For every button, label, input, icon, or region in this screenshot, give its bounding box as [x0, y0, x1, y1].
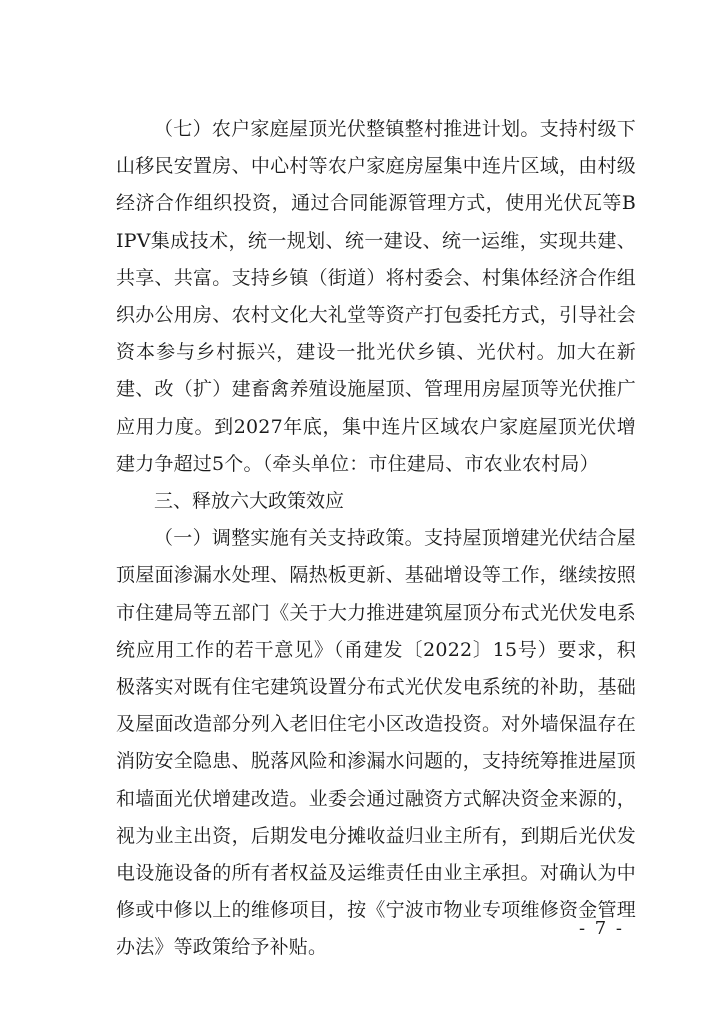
document-body — [116, 111, 636, 967]
paragraph-rooftop-pv-plan: （七）农户家庭屋顶光伏整镇整村推进计划。支持村级下山移民安置房、中心村等农户家庭房屋集中连片区域，由村级经济合作组织投资，通过合同能源管理方式，使用光伏瓦等BIPV集成技术，统一规划、统一建设、统一运维，实现共建、共享、共富。支持乡镇（街道）将村委会、村集体经济合作组织办公用房、农村文化大礼堂等资产打包委托方式，引导社会资本参与乡村振兴，建设一批光伏乡镇、光伏村。加大在新建、改（扩）建畜禽养殖设施屋顶、管理用房屋顶等光伏推广应用力度。到2027年底，集中连片区域农户家庭屋顶光伏增建力争超过5个。（牵头单位：市住建局、市农业农村局） — [116, 118, 636, 475]
section-heading-policy-effects: 三、释放六大政策效应 — [154, 490, 345, 513]
paragraph-support-policies: （一）调整实施有关支持政策。支持屋顶增建光伏结合屋顶屋面渗漏水处理、隔热板更新、基础增设等工作，继续按照市住建局等五部门《关于大力推进建筑屋顶分布式光伏发电系统应用工作的若干意见》（甬建发〔2022〕15号）要求，积极落实对既有住宅建筑设置分布式光伏发电系统的补助，基础及屋面改造部分列入老旧住宅小区改造投资。对外墙保温存在消防安全隐患、脱落风险和渗漏水问题的，支持统筹推进屋顶和墙面光伏增建改造。业委会通过融资方式解决资金来源的，视为业主出资，后期发电分摊收益归业主所有，到期后光伏发电设施设备的所有者权益及运维责任由业主承担。对确认为中修或中修以上的维修项目，按《宁波市物业专项维修资金管理办法》等政策给予补贴。 — [116, 527, 636, 959]
page-number: - 7 - — [578, 918, 624, 939]
